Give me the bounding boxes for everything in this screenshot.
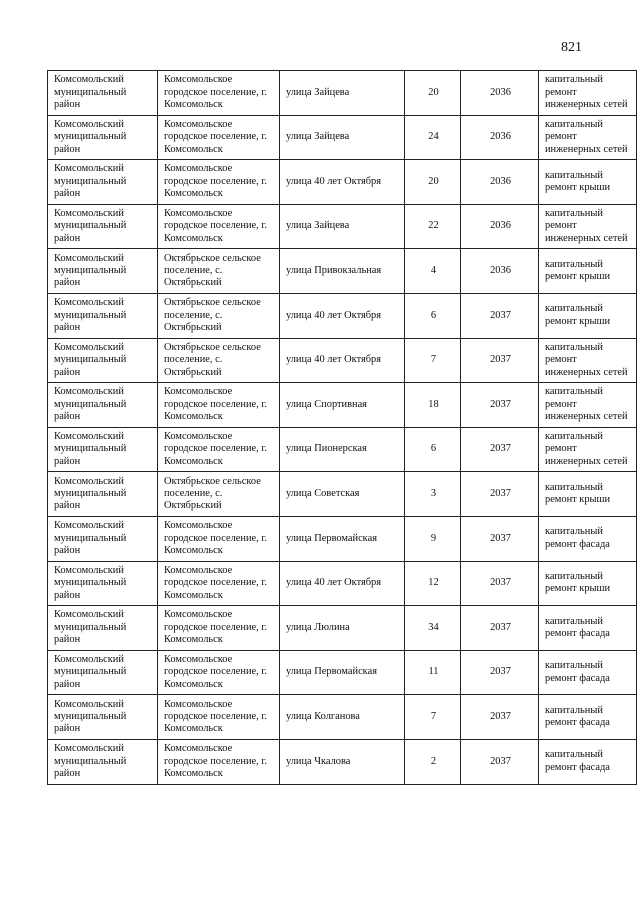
street-cell: улица Зайцева — [280, 115, 405, 160]
house-number-cell: 9 — [405, 516, 461, 561]
house-number-cell: 34 — [405, 606, 461, 651]
house-number-cell: 12 — [405, 561, 461, 606]
year-cell: 2037 — [461, 561, 539, 606]
work-type-cell: капитальный ремонт крыши — [539, 561, 637, 606]
table-row — [48, 606, 637, 651]
house-number-cell: 4 — [405, 249, 461, 294]
table-row — [48, 472, 637, 517]
table-row — [48, 739, 637, 784]
settlement-cell: Комсомольское городское поселение, г. Комсомольск — [158, 115, 280, 160]
district-cell: Комсомольский муниципальный район — [48, 472, 158, 517]
work-type-cell: капитальный ремонт крыши — [539, 249, 637, 294]
street-cell: улица Колганова — [280, 695, 405, 740]
table-body — [48, 71, 637, 785]
table-row — [48, 650, 637, 695]
district-cell: Комсомольский муниципальный район — [48, 650, 158, 695]
year-cell: 2037 — [461, 293, 539, 338]
house-number-cell: 2 — [405, 739, 461, 784]
settlement-cell: Комсомольское городское поселение, г. Комсомольск — [158, 739, 280, 784]
house-number-cell: 24 — [405, 115, 461, 160]
table-row — [48, 293, 637, 338]
settlement-cell: Комсомольское городское поселение, г. Комсомольск — [158, 606, 280, 651]
street-cell: улица Зайцева — [280, 204, 405, 249]
settlement-cell: Комсомольское городское поселение, г. Комсомольск — [158, 695, 280, 740]
district-cell: Комсомольский муниципальный район — [48, 160, 158, 205]
district-cell: Комсомольский муниципальный район — [48, 71, 158, 116]
year-cell: 2037 — [461, 739, 539, 784]
district-cell: Комсомольский муниципальный район — [48, 338, 158, 383]
street-cell: улица Первомайская — [280, 516, 405, 561]
district-cell: Комсомольский муниципальный район — [48, 293, 158, 338]
work-type-cell: капитальный ремонт инженерных сетей — [539, 71, 637, 116]
year-cell: 2036 — [461, 71, 539, 116]
housing-repair-table — [47, 70, 637, 785]
house-number-cell: 3 — [405, 472, 461, 517]
page-number: 821 — [561, 40, 582, 55]
work-type-cell: капитальный ремонт крыши — [539, 472, 637, 517]
street-cell: улица Привокзальная — [280, 249, 405, 294]
work-type-cell: капитальный ремонт фасада — [539, 650, 637, 695]
year-cell: 2036 — [461, 249, 539, 294]
table-row — [48, 516, 637, 561]
house-number-cell: 22 — [405, 204, 461, 249]
district-cell: Комсомольский муниципальный район — [48, 695, 158, 740]
year-cell: 2037 — [461, 383, 539, 428]
year-cell: 2036 — [461, 204, 539, 249]
settlement-cell: Октябрьское сельское поселение, с. Октябрьский — [158, 293, 280, 338]
table-row — [48, 71, 637, 116]
work-type-cell: капитальный ремонт инженерных сетей — [539, 115, 637, 160]
district-cell: Комсомольский муниципальный район — [48, 204, 158, 249]
street-cell: улица Пионерская — [280, 427, 405, 472]
settlement-cell: Комсомольское городское поселение, г. Комсомольск — [158, 650, 280, 695]
work-type-cell: капитальный ремонт инженерных сетей — [539, 383, 637, 428]
street-cell: улица Советская — [280, 472, 405, 517]
table-row — [48, 204, 637, 249]
house-number-cell: 11 — [405, 650, 461, 695]
year-cell: 2037 — [461, 695, 539, 740]
year-cell: 2036 — [461, 160, 539, 205]
street-cell: улица Зайцева — [280, 71, 405, 116]
street-cell: улица Первомайская — [280, 650, 405, 695]
year-cell: 2036 — [461, 115, 539, 160]
work-type-cell: капитальный ремонт инженерных сетей — [539, 338, 637, 383]
district-cell: Комсомольский муниципальный район — [48, 249, 158, 294]
district-cell: Комсомольский муниципальный район — [48, 561, 158, 606]
work-type-cell: капитальный ремонт инженерных сетей — [539, 427, 637, 472]
house-number-cell: 7 — [405, 695, 461, 740]
table-row — [48, 427, 637, 472]
house-number-cell: 6 — [405, 293, 461, 338]
work-type-cell: капитальный ремонт фасада — [539, 739, 637, 784]
work-type-cell: капитальный ремонт крыши — [539, 160, 637, 205]
settlement-cell: Комсомольское городское поселение, г. Комсомольск — [158, 427, 280, 472]
settlement-cell: Комсомольское городское поселение, г. Комсомольск — [158, 204, 280, 249]
district-cell: Комсомольский муниципальный район — [48, 606, 158, 651]
table-row — [48, 695, 637, 740]
district-cell: Комсомольский муниципальный район — [48, 516, 158, 561]
year-cell: 2037 — [461, 338, 539, 383]
work-type-cell: капитальный ремонт фасада — [539, 606, 637, 651]
table-row — [48, 383, 637, 428]
settlement-cell: Октябрьское сельское поселение, с. Октябрьский — [158, 338, 280, 383]
street-cell: улица 40 лет Октября — [280, 160, 405, 205]
street-cell: улица 40 лет Октября — [280, 561, 405, 606]
table-row — [48, 115, 637, 160]
work-type-cell: капитальный ремонт крыши — [539, 293, 637, 338]
house-number-cell: 18 — [405, 383, 461, 428]
street-cell: улица Люлина — [280, 606, 405, 651]
table-row — [48, 160, 637, 205]
table-row — [48, 338, 637, 383]
work-type-cell: капитальный ремонт фасада — [539, 695, 637, 740]
work-type-cell: капитальный ремонт фасада — [539, 516, 637, 561]
house-number-cell: 20 — [405, 160, 461, 205]
street-cell: улица Чкалова — [280, 739, 405, 784]
street-cell: улица 40 лет Октября — [280, 338, 405, 383]
settlement-cell: Октябрьское сельское поселение, с. Октябрьский — [158, 249, 280, 294]
year-cell: 2037 — [461, 427, 539, 472]
house-number-cell: 7 — [405, 338, 461, 383]
work-type-cell: капитальный ремонт инженерных сетей — [539, 204, 637, 249]
street-cell: улица Спортивная — [280, 383, 405, 428]
year-cell: 2037 — [461, 606, 539, 651]
district-cell: Комсомольский муниципальный район — [48, 739, 158, 784]
settlement-cell: Комсомольское городское поселение, г. Комсомольск — [158, 160, 280, 205]
district-cell: Комсомольский муниципальный район — [48, 383, 158, 428]
table-row — [48, 561, 637, 606]
settlement-cell: Октябрьское сельское поселение, с. Октябрьский — [158, 472, 280, 517]
settlement-cell: Комсомольское городское поселение, г. Комсомольск — [158, 561, 280, 606]
settlement-cell: Комсомольское городское поселение, г. Комсомольск — [158, 516, 280, 561]
district-cell: Комсомольский муниципальный район — [48, 115, 158, 160]
table-row — [48, 249, 637, 294]
year-cell: 2037 — [461, 516, 539, 561]
settlement-cell: Комсомольское городское поселение, г. Комсомольск — [158, 383, 280, 428]
year-cell: 2037 — [461, 650, 539, 695]
settlement-cell: Комсомольское городское поселение, г. Комсомольск — [158, 71, 280, 116]
year-cell: 2037 — [461, 472, 539, 517]
house-number-cell: 6 — [405, 427, 461, 472]
district-cell: Комсомольский муниципальный район — [48, 427, 158, 472]
house-number-cell: 20 — [405, 71, 461, 116]
street-cell: улица 40 лет Октября — [280, 293, 405, 338]
